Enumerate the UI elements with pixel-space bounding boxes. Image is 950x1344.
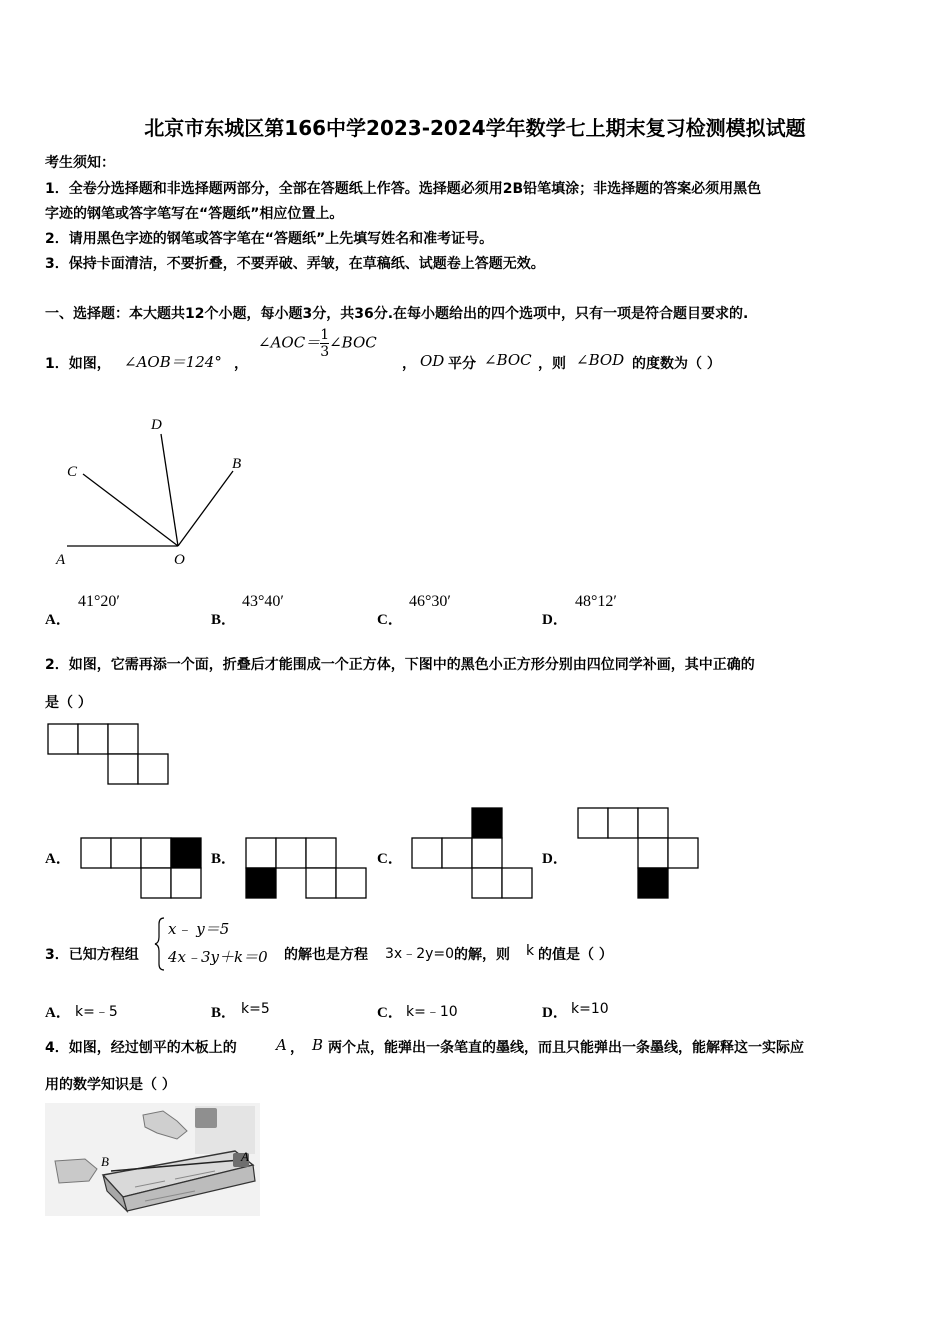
q2-option-d-figure bbox=[577, 807, 702, 899]
q1-boc: ∠BOC bbox=[484, 351, 532, 369]
q1-aoc-lhs: ∠AOC＝ bbox=[258, 333, 321, 352]
q3-equation-3: 3x﹣2y=0 bbox=[385, 946, 455, 962]
woodboard-photo bbox=[45, 1103, 260, 1216]
q3-k: k bbox=[526, 943, 535, 959]
q4-sep: ， bbox=[290, 1040, 304, 1056]
q4-line1-b: 两个点，能弹出一条笔直的墨线，而且只能弹出一条墨线，能解释这一实际应 bbox=[328, 1040, 804, 1056]
label-b: B bbox=[232, 456, 242, 472]
q1-option-c-letter: C． bbox=[377, 612, 403, 628]
q1-sep1: ， bbox=[234, 356, 248, 372]
q1-ask: 的度数为（ ） bbox=[632, 356, 721, 372]
q2-option-c-letter: C． bbox=[377, 851, 403, 867]
q1-option-a-letter: A． bbox=[45, 612, 71, 628]
q1-option-b-letter: B． bbox=[211, 612, 237, 628]
q4-line1-a: 4．如图，经过刨平的木板上的 bbox=[45, 1040, 237, 1056]
q4-point-a: A bbox=[276, 1036, 287, 1054]
ray-oc bbox=[83, 474, 178, 546]
q3-mid: 的解也是方程 bbox=[284, 947, 368, 963]
q3-option-a-value: k=﹣5 bbox=[75, 1004, 118, 1020]
q3-option-b-letter: B． bbox=[211, 1005, 237, 1021]
q3-option-b-value: k=5 bbox=[241, 1001, 270, 1017]
q1-fraction-den: 3 bbox=[320, 344, 330, 360]
q2-text-line1: 2．如图，它需再添一个面，折叠后才能围成一个正方体，下图中的黑色小正方形分别由四位同学补画，其中正确的 bbox=[45, 657, 755, 673]
q3-equation-1: x﹣ y＝5 bbox=[168, 920, 230, 938]
notice-item-2: 2．请用黑色字迹的钢笔或答字笔在“答题纸”上先填写姓名和准考证号。 bbox=[45, 231, 494, 247]
q1-aoc-rhs: ∠BOC bbox=[329, 333, 377, 352]
q1-fraction-num: 1 bbox=[320, 327, 330, 343]
q4-line2: 用的数学知识是（ ） bbox=[45, 1077, 176, 1093]
q1-then: ，则 bbox=[538, 356, 566, 372]
q3-option-d-value: k=10 bbox=[571, 1001, 609, 1017]
q3-brace bbox=[154, 917, 166, 971]
q3-suffix: 的解，则 bbox=[454, 947, 510, 963]
q2-option-b-letter: B． bbox=[211, 851, 237, 867]
q3-tail: 的值是（ ） bbox=[538, 947, 613, 963]
q1-number: 1．如图， bbox=[45, 356, 111, 372]
q3-option-c-letter: C． bbox=[377, 1005, 403, 1021]
photo-label-a: A bbox=[241, 1149, 249, 1164]
notice-item-3: 3．保持卡面清洁，不要折叠，不要弄破、弄皱，在草稿纸、试题卷上答题无效。 bbox=[45, 256, 545, 272]
q2-option-d-letter: D． bbox=[542, 851, 568, 867]
q1-od: OD bbox=[420, 352, 445, 370]
q2-option-a-figure bbox=[80, 837, 205, 899]
q1-option-a-value: 41°20′ bbox=[78, 593, 120, 610]
label-d: D bbox=[151, 417, 162, 433]
q2-option-c-figure bbox=[411, 807, 536, 899]
label-c: C bbox=[67, 464, 78, 480]
q2-net-figure bbox=[47, 723, 172, 785]
q3-equation-2: 4x﹣3y＋k＝0 bbox=[168, 948, 268, 966]
q1-option-d-value: 48°12′ bbox=[575, 593, 617, 610]
q1-aoc-equation bbox=[258, 327, 377, 360]
ray-od bbox=[161, 434, 178, 546]
q2-option-b-figure bbox=[245, 837, 370, 899]
q1-angle-aob: ∠AOB＝124° bbox=[124, 353, 222, 371]
q1-option-c-value: 46°30′ bbox=[409, 593, 451, 610]
q2-text-line2: 是（ ） bbox=[45, 695, 92, 711]
q1-bod: ∠BOD bbox=[576, 351, 625, 369]
q3-option-a-letter: A． bbox=[45, 1005, 71, 1021]
notice-item-1-cont: 字迹的钢笔或答字笔写在“答题纸”相应位置上。 bbox=[45, 206, 344, 222]
q3-option-d-letter: D． bbox=[542, 1005, 568, 1021]
label-a: A bbox=[56, 552, 66, 568]
photo-label-b: B bbox=[101, 1154, 109, 1169]
section-heading: 一、选择题：本大题共12个小题，每小题3分，共36分.在每小题给出的四个选项中，只有一项是符合题目要求的. bbox=[45, 306, 749, 322]
q1-angle-figure bbox=[40, 410, 260, 575]
notice-heading: 考生须知： bbox=[45, 155, 115, 171]
q1-sep2: ， bbox=[402, 356, 416, 372]
q3-prefix: 3．已知方程组 bbox=[45, 947, 139, 963]
label-o: O bbox=[174, 552, 185, 568]
q3-option-c-value: k=﹣10 bbox=[406, 1004, 458, 1020]
notice-item-1: 1．全卷分选择题和非选择题两部分，全部在答题纸上作答。选择题必须用2B铅笔填涂；非选择题的答案必须用黑色 bbox=[45, 181, 762, 197]
q1-bisect: 平分 bbox=[448, 356, 476, 372]
q2-option-a-letter: A． bbox=[45, 851, 71, 867]
q1-option-b-value: 43°40′ bbox=[242, 593, 284, 610]
page-title: 北京市东城区第166中学2023-2024学年数学七上期末复习检测模拟试题 bbox=[144, 116, 806, 140]
q1-fraction bbox=[320, 327, 329, 360]
ray-ob bbox=[178, 471, 233, 546]
q4-point-b: B bbox=[312, 1036, 324, 1054]
q1-option-d-letter: D． bbox=[542, 612, 568, 628]
